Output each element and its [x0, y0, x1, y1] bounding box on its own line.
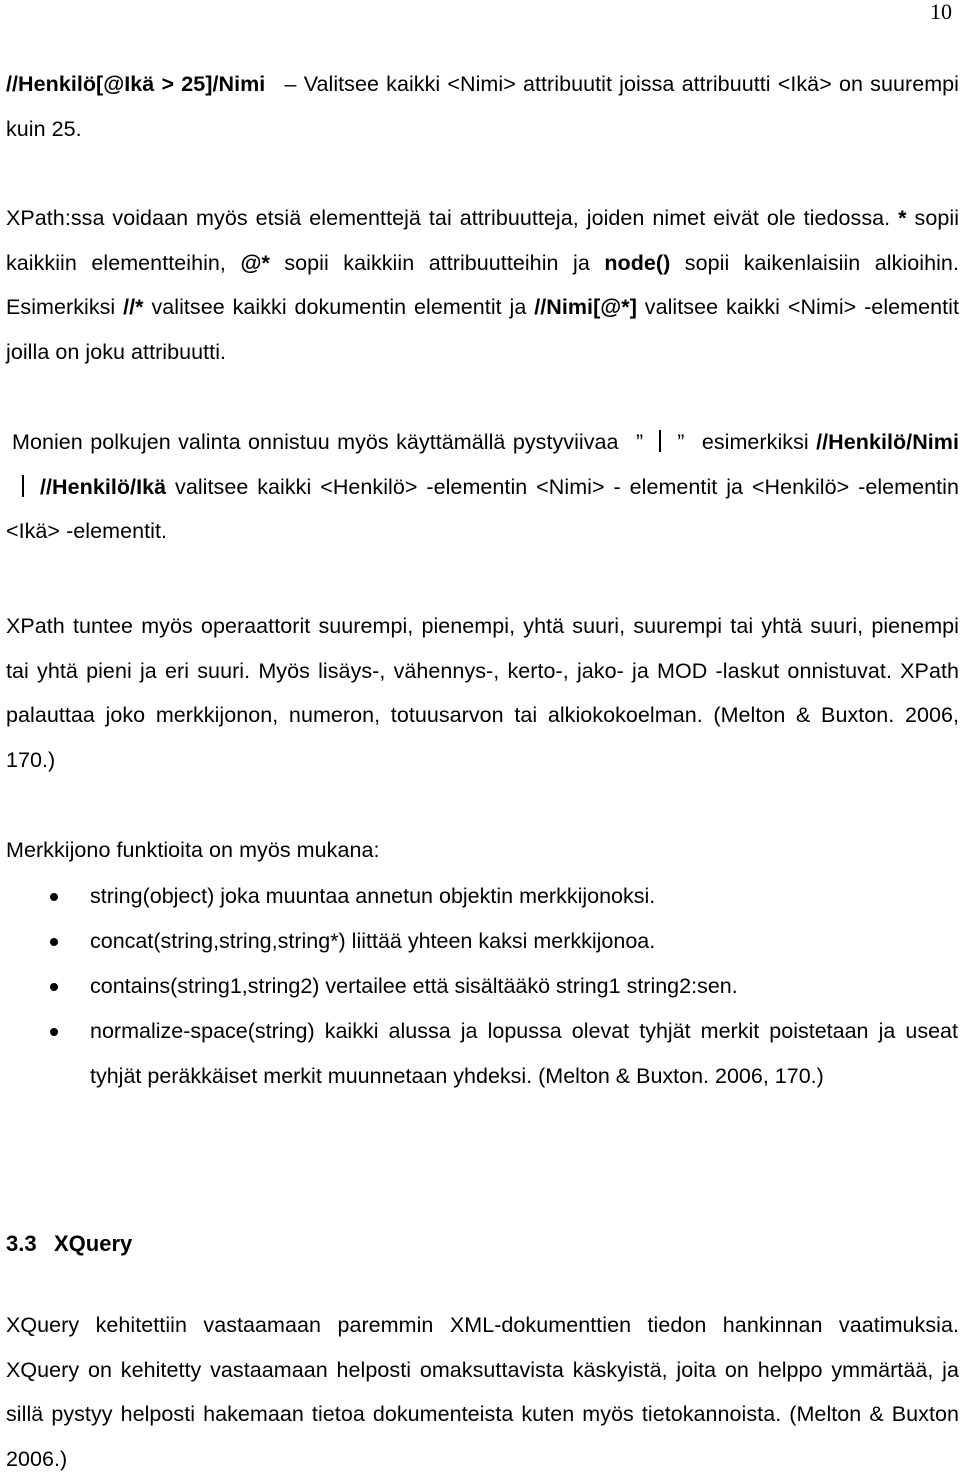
wildcard-attribute: @* — [240, 250, 270, 275]
list-item-text: concat(string,string,string*) liittää yhteen kaksi merkkijonoa. — [90, 929, 656, 953]
text-run: Monien polkujen valinta onnistuu myös käyttämällä pystyviivaa — [12, 430, 619, 454]
list-item-text: contains(string1,string2) vertailee että sisältääkö string1 string2:sen. — [90, 974, 738, 998]
list-item — [0, 874, 960, 919]
text-run: sopii kaikkiin attribuutteihin ja — [284, 250, 590, 275]
text-run: valitsee kaikki <Henkilö> -elementin <Nimi> - elementit ja <Henkilö> -elementin <Ikä> -elementit. — [6, 474, 959, 543]
pipe-quote: ” — [635, 430, 644, 454]
bullet-icon — [50, 983, 58, 991]
section-title: XQuery — [54, 1231, 133, 1256]
henkilo-ika-path: //Henkilö/Ikä — [40, 474, 167, 499]
xpath-expression: //Henkilö[@Ikä > 25]/Nimi — [6, 72, 266, 96]
text-run: valitsee kaikki dokumentin elementit ja — [151, 295, 527, 319]
text-run: valitsee kaikki <Nimi> -elementit joilla on joku attribuutti. — [6, 295, 960, 364]
paragraph-operators: XPath tuntee myös operaattorit suurempi, pienempi, yhtä suuri, suurempi tai yhtä suuri, pienempi tai yhtä pieni ja eri suuri. Myös lisäys-, vähennys-, kerto-, jako- ja MOD -laskut onnistuvat. XPath palauttaa joko merkkijonon, numeron, totuusarvon tai alkiokokoelman. (Melton & Buxton. 2006, 170.) — [6, 614, 959, 772]
text-run: sopii kaikkiin elementteihin, — [6, 206, 960, 275]
pipe-quote: ” — [677, 430, 685, 454]
paragraph-wildcards — [6, 196, 959, 374]
text-run: esimerkiksi — [701, 430, 809, 454]
paragraph-xquery: XQuery kehitettiin vastaamaan paremmin XML-dokumenttien tiedon hankinnan vaatimuksia. XQuery on kehitetty vastaamaan helposti omaksuttavista käskyistä, joita on helppo ymmärtää, ja sillä pystyy helposti hakemaan tietoa dokumenteista kuten myös tietokannoista. (Melton & Buxton 2006.) — [6, 1313, 959, 1471]
pipe-symbol — [659, 430, 661, 452]
section-number: 3.3 — [6, 1231, 37, 1256]
xpath-example-text: Valitsee kaikki <Nimi> attribuutit joissa attribuutti <Ikä> on suurempi kuin 25. — [6, 72, 959, 141]
pipe-symbol — [22, 475, 24, 497]
node-function: node() — [604, 250, 671, 275]
paragraph-pipe-operator — [6, 420, 959, 554]
paragraph-string-functions-intro: Merkkijono funktioita on myös mukana: — [6, 838, 380, 862]
list-item — [0, 964, 960, 1009]
text-run: XPath:ssa voidaan myös etsiä elementtejä tai attribuutteja, joiden nimet eivät ole tiedossa. — [6, 206, 891, 230]
paragraph-xpath-example — [6, 62, 959, 151]
page-number: 10 — [930, 0, 952, 24]
text-run: sopii kaikenlaisiin alkioihin. Esimerkiksi — [6, 250, 959, 319]
wildcard-element: * — [898, 206, 907, 230]
string-functions-list — [0, 874, 960, 1099]
bullet-icon — [50, 938, 58, 946]
all-elements-expression: //* — [123, 295, 144, 319]
section-heading — [6, 1226, 132, 1262]
list-item — [0, 1009, 960, 1099]
bullet-icon — [50, 1028, 58, 1036]
henkilo-nimi-path: //Henkilö/Nimi — [816, 430, 959, 454]
list-item-text: normalize-space(string) kaikki alussa ja lopussa olevat tyhjät merkit poistetaan ja useat tyhjät peräkkäiset merkit muunnetaan yhdeksi. (Melton & Buxton. 2006, 170.) — [90, 1019, 958, 1088]
list-item-text: string(object) joka muuntaa annetun objektin merkkijonoksi. — [90, 884, 656, 908]
dash: – — [284, 72, 297, 96]
bullet-icon — [50, 893, 58, 901]
list-item — [0, 919, 960, 964]
nimi-attribute-expression: //Nimi[@*] — [534, 295, 637, 319]
